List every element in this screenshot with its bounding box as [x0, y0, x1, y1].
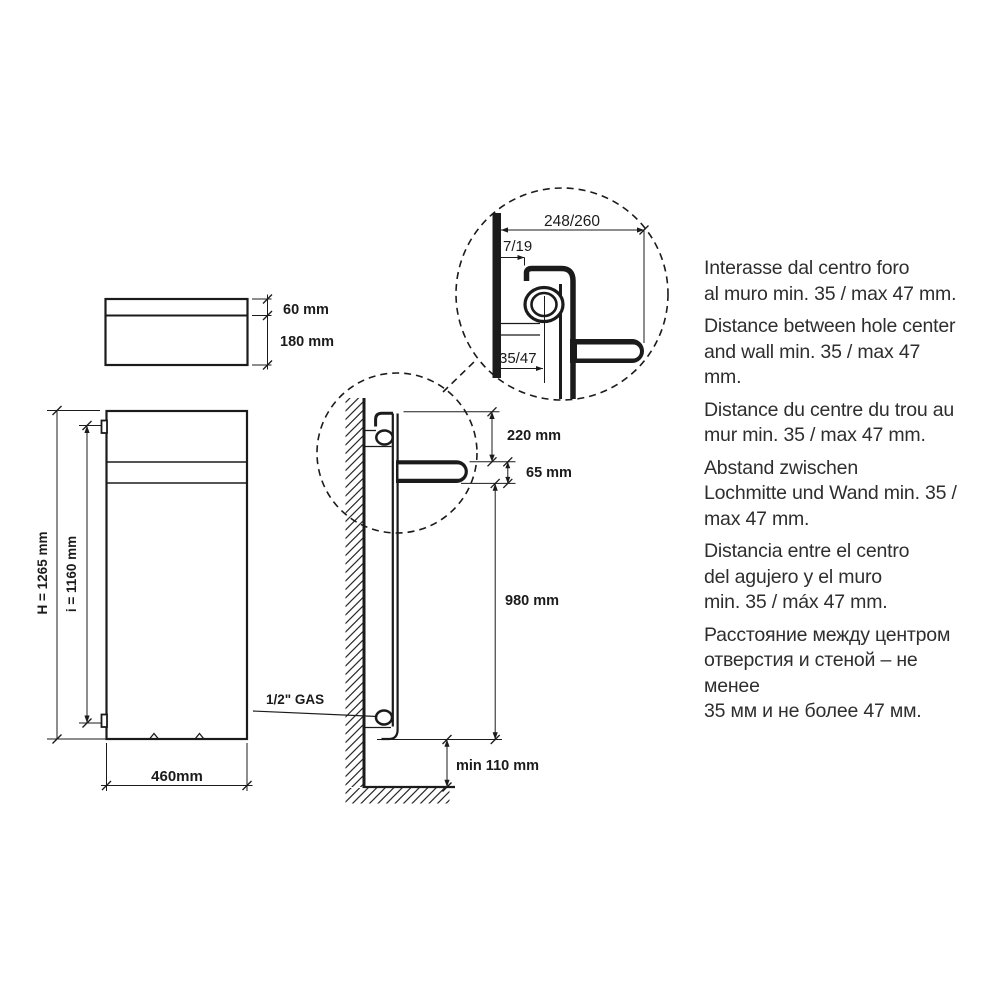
note-french	[704, 398, 962, 449]
tube-back-line	[382, 414, 398, 740]
towel-bar-inner	[399, 464, 465, 478]
dim-h-1265: H = 1265 mm	[35, 531, 50, 615]
note-line: mur min. 35 / max 47 mm.	[704, 424, 926, 446]
note-line: al muro min. 35 / max 47 mm.	[704, 282, 957, 305]
dim-60mm: 60 mm	[283, 302, 329, 318]
note-german	[704, 456, 962, 533]
installation-notes	[704, 256, 962, 732]
dim-248-260: 248/260	[543, 213, 601, 230]
dim-980mm: 980 mm	[505, 593, 560, 609]
note-line: Distance between hole center	[704, 315, 956, 337]
note-spanish	[704, 539, 962, 616]
detail-view	[493, 213, 649, 399]
note-line: max 47 mm.	[704, 507, 810, 530]
detail-bar-inner	[577, 345, 640, 359]
dim-65mm: 65 mm	[526, 465, 572, 481]
note-english	[704, 314, 962, 391]
front-view-top-bracket-tab	[102, 421, 108, 434]
note-line: min. 35 / máx 47 mm.	[704, 591, 888, 613]
dim-i-1160: i = 1160 mm	[64, 535, 79, 613]
bottom-bracket-pin	[376, 711, 392, 725]
note-line: and wall min. 35 / max 47 mm.	[704, 340, 921, 388]
side-view	[253, 398, 572, 804]
note-line: Abstand zwischen	[704, 456, 858, 479]
dim-7-19: 7/19	[503, 238, 533, 255]
note-line: Distancia entre el centro	[704, 540, 910, 562]
note-line: Interasse dal centro foro	[704, 257, 910, 279]
note-italian	[704, 256, 962, 307]
dim-35-47: 35/47	[499, 350, 537, 367]
dim-gas-label: 1/2" GAS	[266, 692, 325, 707]
floor-hatch	[346, 788, 450, 804]
note-line: Расстояние между центром	[704, 623, 951, 646]
wall-hatch	[346, 398, 363, 787]
tube-top-hook	[376, 413, 393, 426]
top-bracket-pin	[376, 431, 392, 445]
dim-460mm: 460mm	[151, 768, 203, 785]
note-line: del agujero y el muro	[704, 565, 882, 588]
note-line: Distance du centre du trou au	[704, 398, 955, 421]
note-line: 35 мм и не более 47 мм.	[704, 700, 922, 722]
top-view	[106, 295, 335, 370]
note-line: отверстия и стеной – не менее	[704, 649, 918, 697]
front-view-body	[107, 411, 248, 739]
note-line: Lochmitte und Wand min. 35 /	[704, 482, 957, 504]
dim-180mm: 180 mm	[280, 334, 335, 350]
dim-min110mm: min 110 mm	[456, 758, 540, 774]
top-view-body	[106, 299, 248, 365]
front-view-bottom-bracket-tab	[102, 715, 108, 728]
dim-220mm: 220 mm	[507, 428, 562, 444]
front-view	[35, 406, 253, 791]
note-russian	[704, 623, 962, 725]
callout-connector-line	[443, 361, 475, 392]
